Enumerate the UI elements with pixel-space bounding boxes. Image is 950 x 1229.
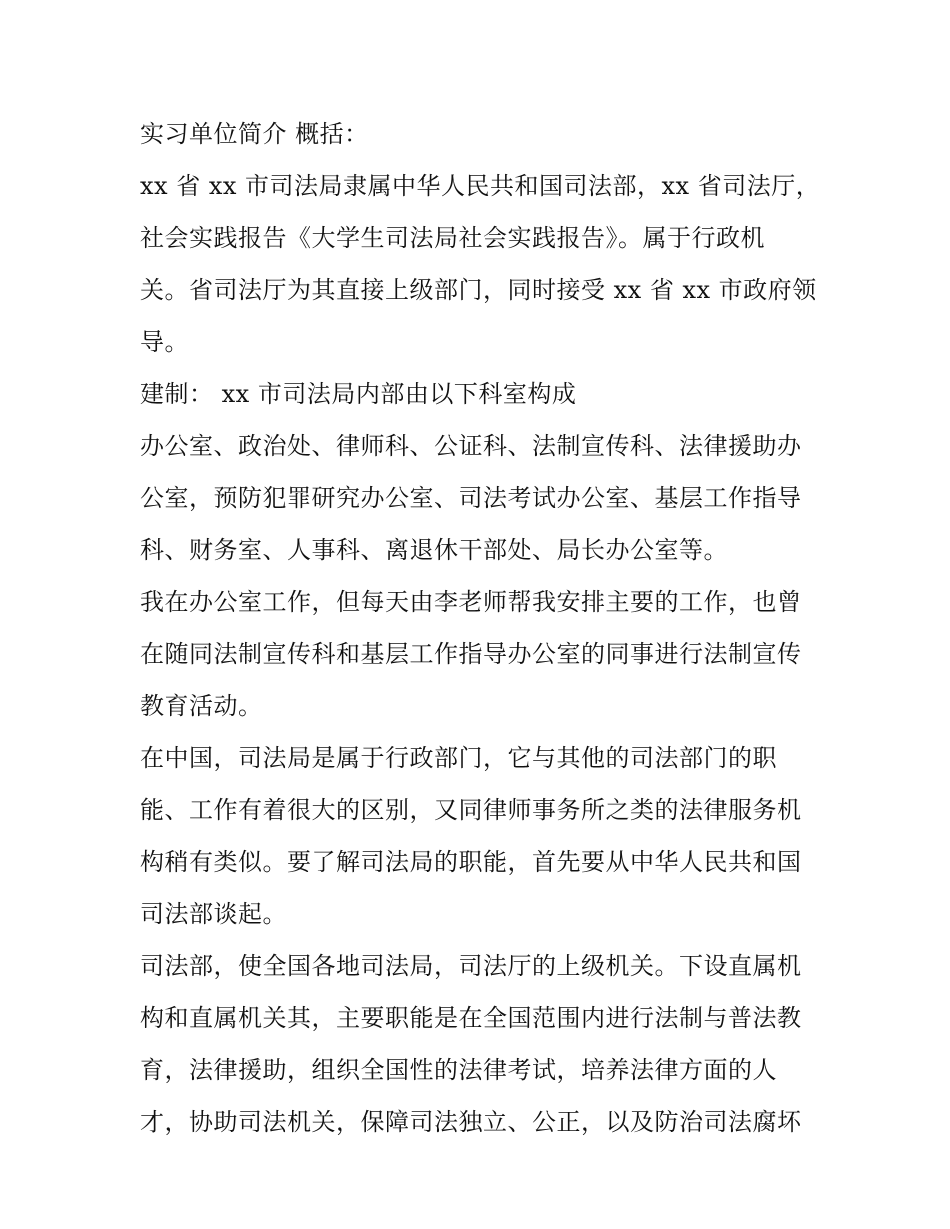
text-line: 构稍有类似。要了解司法局的职能，首先要从中华人民共和国: [140, 848, 802, 876]
document-body: [140, 108, 820, 1148]
text-line: 实习单位简介 概括：: [140, 120, 369, 148]
text-line: 导。: [140, 328, 189, 356]
text-line: 育，法律援助，组织全国性的法律考试，培养法律方面的人: [140, 1056, 777, 1084]
text-line: 关。省司法厅为其直接上级部门，同时接受 xx 省 xx 市政府领: [140, 276, 817, 304]
text-line: 我在办公室工作，但每天由李老师帮我安排主要的工作，也曾: [140, 588, 802, 616]
text-line: 在随同法制宣传科和基层工作指导办公室的同事进行法制宣传: [140, 640, 802, 668]
text-line: 建制： xx 市司法局内部由以下科室构成: [140, 380, 577, 408]
text-line: 司法部，使全国各地司法局，司法厅的上级机关。下设直属机: [140, 952, 802, 980]
text-line: 教育活动。: [140, 692, 263, 720]
text-line: 能、工作有着很大的区别，又同律师事务所之类的法律服务机: [140, 796, 802, 824]
text-line: 公室，预防犯罪研究办公室、司法考试办公室、基层工作指导: [140, 484, 802, 512]
text-line: 科、财务室、人事科、离退休干部处、局长办公室等。: [140, 536, 728, 564]
text-line: 社会实践报告《大学生司法局社会实践报告》。属于行政机: [140, 224, 765, 252]
text-line: 才，协助司法机关，保障司法独立、公正，以及防治司法腐坏: [140, 1108, 802, 1136]
text-line: 办公室、政治处、律师科、公证科、法制宣传科、法律援助办: [140, 432, 802, 460]
text-line: 在中国，司法局是属于行政部门，它与其他的司法部门的职: [140, 744, 777, 772]
text-line: xx 省 xx 市司法局隶属中华人民共和国司法部，xx 省司法厅，: [140, 172, 821, 200]
text-line: 司法部谈起。: [140, 900, 287, 928]
text-line: 构和直属机关其，主要职能是在全国范围内进行法制与普法教: [140, 1004, 802, 1032]
